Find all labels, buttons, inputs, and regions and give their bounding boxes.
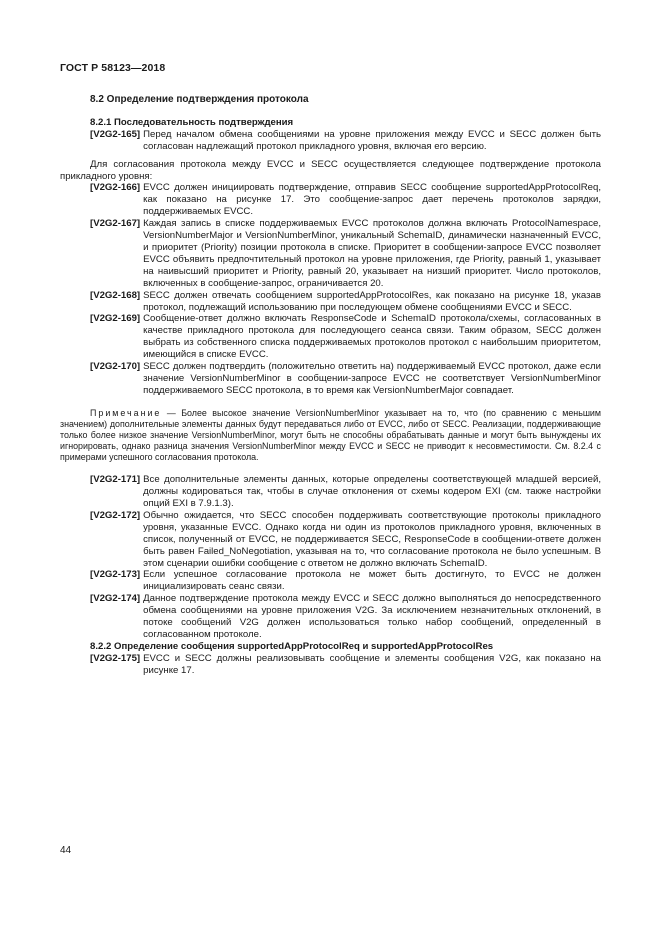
requirement-text: Сообщение-ответ должно включать ResponseCode и SchemaID протокола/схемы, согласованных в качестве прикладного протокола для последующего сеанса связи. Таким образом, SECC должен выбрать из собственного списка поддерживаемых протоколов протокол с наибольшим приоритетом, имеющийся в списке EVCC. <box>143 313 601 361</box>
requirement-text: Перед началом обмена сообщениями на уровне приложения между EVCC и SECC должен быть согласован надлежащий протокол прикладного уровня, включая его версию. <box>143 128 601 152</box>
requirement-id: [V2G2-168] <box>90 289 141 301</box>
page-number: 44 <box>60 845 72 856</box>
subsection-heading: 8.2.1 Последовательность подтверждения <box>90 116 294 128</box>
paragraph: Для согласования протокола между EVCC и SECC осуществляется следующее подтверждение протокола прикладного уровня: <box>60 158 601 182</box>
requirement-text: EVCC должен инициировать подтверждение, отправив SECC сообщение supportedAppProtocolReq, как показано на рисунке 17. Это сообщение-запрос дает перечень протоколов зарядки, поддерживаемых EVCC. <box>143 182 601 218</box>
requirement-id: [V2G2-170] <box>90 361 141 373</box>
requirement <box>90 361 601 397</box>
requirement-id: [V2G2-175] <box>90 652 141 664</box>
requirement <box>90 474 601 510</box>
requirement-id: [V2G2-169] <box>90 313 141 325</box>
requirement-text: SECC должен подтвердить (положительно ответить на) поддерживаемый EVCC протокол, даже если значение VersionNumberMinor в сообщении-запросе EVCC не соответствует VersionNumberMinor поддерживаемого SECC протокола, в то время как VersionNumberMajor совпадает. <box>143 361 601 396</box>
note <box>60 408 601 463</box>
document-header: ГОСТ Р 58123—2018 <box>60 62 166 74</box>
requirement <box>90 218 601 289</box>
requirement-id: [V2G2-165] <box>90 128 141 140</box>
requirement-id: [V2G2-172] <box>90 509 141 521</box>
requirements-list-b <box>60 474 601 641</box>
requirement-text: Данное подтверждение протокола между EVCC и SECC должно выполняться до непосредственного обмена сообщениями на уровне приложения V2G. За исключением незначительных отклонений, в потоке сообщений V2G должен использоваться только набор сообщений, определенный в согласованном протоколе. <box>143 593 601 640</box>
requirement-id: [V2G2-166] <box>90 182 141 194</box>
requirement <box>90 569 601 593</box>
requirement-id: [V2G2-171] <box>90 474 141 486</box>
requirement-text: Если успешное согласование протокола не может быть достигнуто, то EVCC не должен инициализировать сеанс связи. <box>143 569 601 593</box>
requirement <box>90 182 601 218</box>
requirement-text: Все дополнительные элементы данных, которые определены соответствующей младшей версией, должны кодироваться так, чтобы в случае отклонения от схемы кодером EXI (см. также настройки опций EXI в 7.9.1.3). <box>143 474 601 510</box>
requirements-list-a <box>60 182 601 396</box>
requirement-id: [V2G2-174] <box>90 593 141 605</box>
requirement-text: Каждая запись в списке поддерживаемых EVCC протоколов должна включать ProtocolNamespace, VersionNumberMajor и VersionNumberMinor, уникальный SchemaID, динамически назначенный EVCC, и приоритет (Priority) позиции протокола в списке. Приоритет в сообщении-запросе EVCC позволяет EVCC объявить предпочтительный протокол на уровне приложения, где Priority, равный 1, указывает на наивысший приоритет и Priority, равный 20, указывает на низший приоритет. Число протоколов, включенных в сообщение-запрос, ограничивается 20. <box>143 218 601 289</box>
requirement <box>90 653 601 677</box>
requirement <box>90 510 601 570</box>
requirement-id: [V2G2-173] <box>90 569 141 581</box>
requirement <box>90 129 601 153</box>
note-text: — Более высокое значение VersionNumberMinor указывает на то, что (по сравнению с меньшим значением) дополнительные элементы данных будут передаваться либо от EVCC, либо от SECC. Реализации, поддерживающие только более низкое значение VersionNumberMinor, могут быть не способны обрабатывать данные и могут быть вынуждены их игнорировать, однако разница значения VersionNumberMinor между EVCC и SECC не приводит к несовместимости. См. 8.2.4 с примерами успешного согласования протокола. <box>60 407 601 463</box>
requirement <box>90 290 601 314</box>
requirement-text: SECC должен отвечать сообщением supportedAppProtocolRes, как показано на рисунке 18, указав протокол, подлежащий использованию при последующем обмене сообщениями EVCC и SECC. <box>143 289 601 313</box>
requirement-text: EVCC и SECC должны реализовывать сообщение и элементы сообщения V2G, как показано на рисунке 17. <box>143 652 601 676</box>
requirement <box>90 593 601 641</box>
requirement <box>90 313 601 361</box>
note-label: Примечание <box>90 407 162 418</box>
subsection-heading-2: 8.2.2 Определение сообщения supportedAppProtocolReq и supportedAppProtocolRes <box>90 640 494 652</box>
document-body <box>60 94 601 677</box>
requirement-text: Обычно ожидается, что SECC способен поддерживать соответствующие протоколы прикладного уровня, указанные EVCC. Однако когда ни один из протоколов прикладного уровня, включенных в список, полученный от EVCC, не поддерживается SECC, ResponseCode в сообщении-ответе должен быть равен Failed_NoNegotiation, указывая на то, что согласование протокола не было успешным. В этом сценарии ошибки сообщение с ответом не должно включать SchemaID. <box>143 509 601 569</box>
section-heading: 8.2 Определение подтверждения протокола <box>90 94 309 105</box>
requirement-id: [V2G2-167] <box>90 218 141 230</box>
